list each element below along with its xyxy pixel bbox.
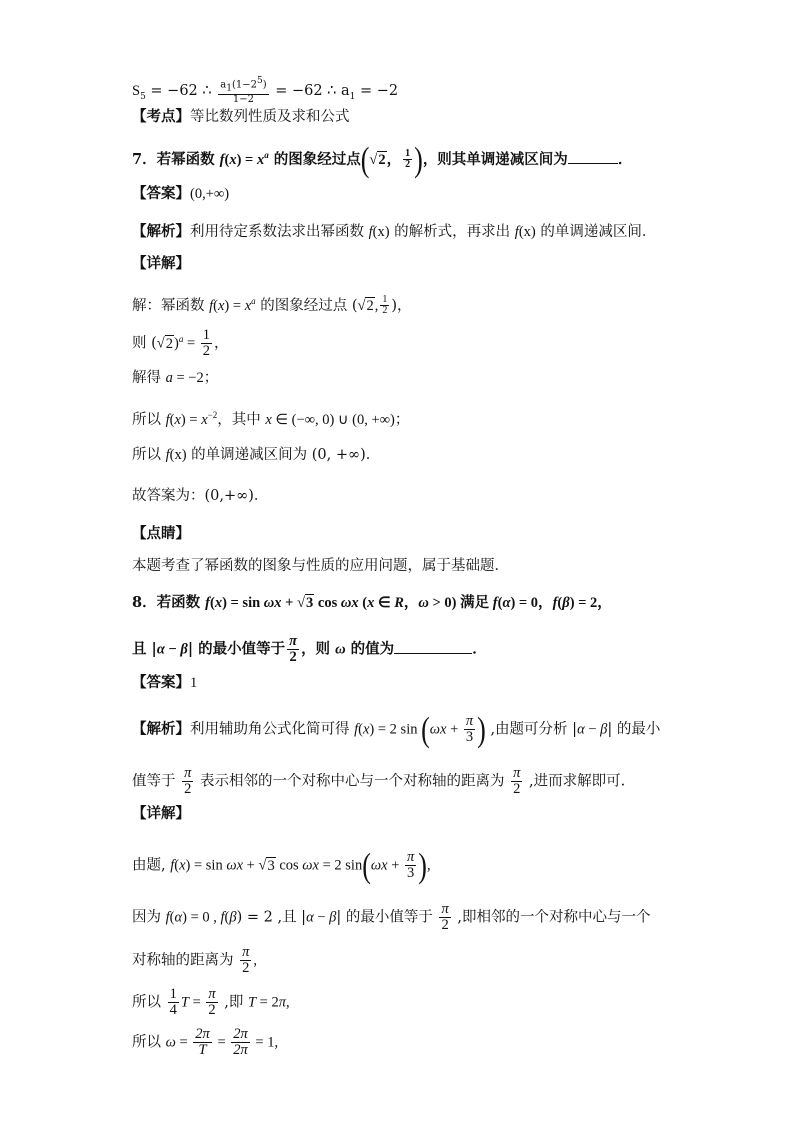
kaodian-line: 【考点】等比数列性质及求和公式 (132, 108, 350, 125)
answer-7: 【答案】(0,+∞) (132, 185, 230, 202)
fraction: $\frac{\pi}{2}$ (184, 765, 192, 798)
answer-blank (568, 149, 618, 164)
question-7: 7．若幂函数 $f(x) = x^a$ 的图象经过点(√2， $\frac{1}{2}$ )，则其单调递减区间为 ． (132, 139, 633, 179)
fraction: $\frac{\pi}{3}$ (407, 849, 415, 882)
detail-heading-7: 【详解】 (132, 255, 190, 272)
fraction: $\frac{\pi}{2}$ (208, 986, 216, 1019)
analysis-7: 【解析】利用待定系数法求出幂函数 f(x) 的解析式，再求出 f(x) 的单调递减区间． (132, 223, 657, 240)
detail-8-line-1: 由题, f(x) = sin ωx + √3 cos ωx = 2 sin(ωx + $\frac{\pi}{3}$ ), (132, 845, 431, 885)
solution-line-1: 解：幂函数 $f(x) = x^a$ 的图象经过点 (√2, $\frac{1}{2}$ )， (132, 293, 412, 317)
answer-8: 【答案】1 (132, 674, 198, 691)
sum-formula-line: $S_5 = -62$ ∴ $\frac{a_1(1-2^5)}{1-2}$ = −62 ∴ $a_1 = -2$ (132, 76, 399, 105)
analysis-8-line-1: 【解析】利用辅助角公式化简可得 f(x) = 2 sin (ωx + $\frac{\pi}{3}$ ) ,由题可分析 |α − β| 的最小 (132, 709, 661, 749)
fraction: $\frac{2\pi}{T}$ (195, 1026, 210, 1059)
detail-8-line-5: 所以 ω = $\frac{2\pi}{T}$ = $\frac{2\pi}{2\pi}$ = 1, (132, 1026, 279, 1059)
detail-8-line-3: 对称轴的距离为 $\frac{\pi}{2}$ , (132, 944, 257, 977)
solution-line-2: 则 $(√2)^a$ = $\frac{1}{2}$ ， (132, 327, 229, 360)
kaodian-tag: 【考点】 (132, 108, 190, 125)
analysis-8-line-2: 值等于 $\frac{\pi}{2}$ 表示相邻的一个对称中心与一个对称轴的距离为 $\frac{\pi}{2}$ ,进而求解即可. (132, 765, 626, 798)
question-8-line-1: 8．若函数 f(x) = sin ωx + √3 cos ωx (x ∈ R，ω > 0) 满足 f(α) = 0，f(β) = 2， (132, 594, 612, 611)
solution-line-4: 所以 $f(x) = x^{-2}$，其中 x ∈ (−∞, 0) ∪ (0, +∞)； (132, 410, 410, 428)
fraction: $\frac{1}{2}$ (202, 327, 211, 360)
fraction: $\frac{1}{2}$ (382, 293, 388, 317)
fraction: $\frac{a_1(1-2^5)}{1-2}$ (220, 76, 267, 105)
fraction: $\frac{\pi}{2}$ (441, 901, 449, 934)
detail-8-line-2: 因为 f(α) = 0 , f(β) = 2 ,且 |α − β| 的最小值等于 $\frac{\pi}{2}$ ,即相邻的一个对称中心与一个 (132, 901, 651, 934)
fraction: $\frac{1}{4}$ (169, 986, 177, 1019)
solution-line-3: 解得 a = −2； (132, 370, 219, 386)
fraction: $\frac{\pi}{2}$ (289, 633, 298, 666)
fraction: $\frac{1}{2}$ (405, 147, 411, 171)
fraction: $\frac{\pi}{2}$ (242, 944, 250, 977)
tip-text-7: 本题考查了幂函数的图象与性质的应用问题，属于基础题． (132, 558, 509, 574)
question-8-line-2: 且 |α − β| 的最小值等于 $\frac{\pi}{2}$ ，则 ω 的值为 ． (132, 633, 487, 666)
solution-line-5: 所以 f(x) 的单调递减区间为 (0, +∞)． (132, 447, 381, 463)
answer-blank (394, 639, 472, 654)
detail-8-line-4: 所以 $\frac{1}{4}$ T = $\frac{\pi}{2}$ ,即 T = 2π, (132, 986, 290, 1019)
fraction: $\frac{2\pi}{2\pi}$ (233, 1026, 248, 1059)
fraction: $\frac{\pi}{2}$ (513, 765, 521, 798)
tip-heading-7: 【点睛】 (132, 525, 190, 542)
answer-tag: 【答案】 (132, 674, 190, 691)
solution-line-6: 故答案为：(0,+∞)． (132, 488, 269, 504)
answer-tag: 【答案】 (132, 185, 190, 202)
analysis-tag: 【解析】 (132, 720, 190, 738)
analysis-tag: 【解析】 (132, 223, 190, 240)
fraction: $\frac{\pi}{3}$ (465, 713, 474, 746)
detail-heading-8: 【详解】 (132, 805, 190, 822)
